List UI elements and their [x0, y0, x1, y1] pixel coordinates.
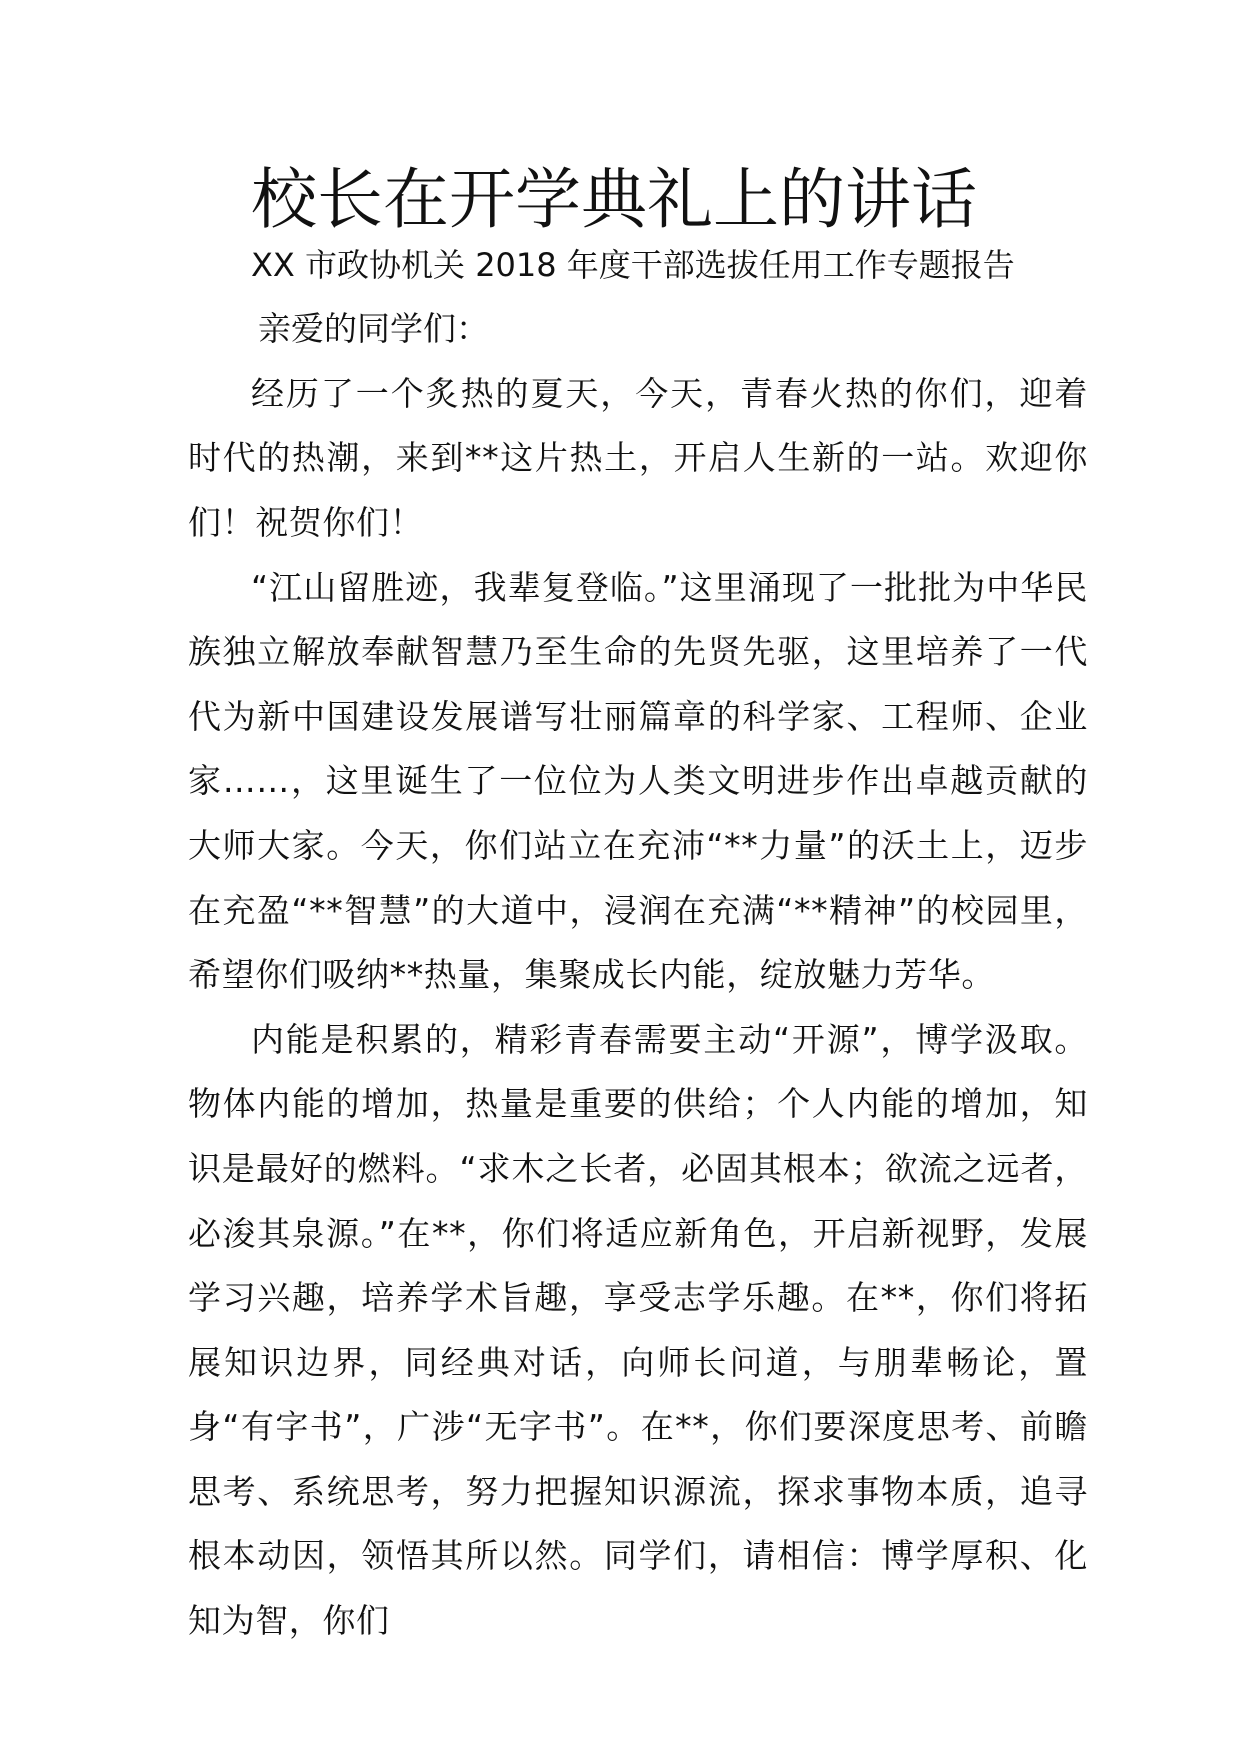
paragraph-1: 经历了一个炙热的夏天，今天，青春火热的你们，迎着时代的热潮，来到**这片热土，开启人生新的一站。欢迎你们！祝贺你们！ — [188, 373, 1088, 542]
document-subtitle: XX 市政协机关 2018 年度干部选拔任用工作专题报告 — [251, 245, 1015, 284]
greeting: 亲爱的同学们： — [258, 309, 489, 349]
document-title: 校长在开学典礼上的讲话 — [251, 161, 977, 238]
document-page — [188, 161, 1088, 1654]
paragraph-3: 内能是积累的，精彩青春需要主动“开源”，博学汲取。物体内能的增加，热量是重要的供给；个人内能的增加，知识是最好的燃料。“求木之长者，必固其根本；欲流之远者，必浚其泉源。”在**，你们将适应新角色，开启新视野，发展学习兴趣，培养学术旨趣，享受志学乐趣。在**，你们将拓展知识边界，同经典对话，向师长问道，与朋辈畅论，置身“有字书”，广涉“无字书”。在**，你们要深度思考、前瞻思考、系统思考，努力把握知识源流，探求事物本质，追寻根本动因，领悟其所以然。同学们，请相信：博学厚积、化知为智，你们 — [188, 1019, 1088, 1641]
paragraph-2: “江山留胜迹，我辈复登临。”这里涌现了一批批为中华民族独立解放奉献智慧乃至生命的先贤先驱，这里培养了一代代为新中国建设发展谱写壮丽篇章的科学家、工程师、企业家……，这里诞生了一位位为人类文明进步作出卓越贡献的大师大家。今天，你们站立在充沛“**力量”的沃土上，迈步在充盈“**智慧”的大道中，浸润在充满“**精神”的校园里，希望你们吸纳**热量，集聚成长内能，绽放魅力芳华。 — [188, 567, 1088, 995]
